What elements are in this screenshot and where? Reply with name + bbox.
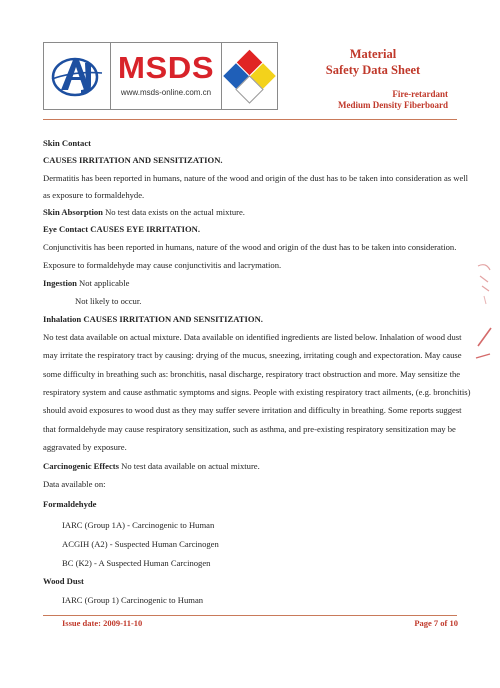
wood-dust-heading: Wood Dust <box>43 576 84 586</box>
product-line-2: Medium Density Fiberboard <box>338 100 448 110</box>
issue-date: Issue date: 2009-11-10 <box>62 618 143 628</box>
header-divider <box>43 119 457 120</box>
skin-absorption-text: No test data exists on the actual mixture. <box>102 207 245 217</box>
eye-text-1: Conjunctivitis has been reported in humans, nature of the wood and origin of the dust has to be taken into consideration. <box>43 242 457 252</box>
eye-contact <box>43 224 461 235</box>
product-line-1: Fire-retardant <box>392 89 448 99</box>
ingestion-label: Ingestion <box>43 278 77 288</box>
company-logo-icon <box>44 43 110 109</box>
product-name <box>338 89 448 111</box>
formaldehyde-heading: Formaldehyde <box>43 499 97 509</box>
skin-contact-hazard: CAUSES IRRITATION AND SENSITIZATION. <box>43 155 223 165</box>
msds-url: www.msds-online.com.cn <box>120 88 212 97</box>
ingestion-note: Not likely to occur. <box>75 296 142 306</box>
hazard-diamond-icon <box>222 43 277 109</box>
inhalation-hazard: CAUSES IRRITATION AND SENSITIZATION. <box>81 314 263 324</box>
eye-contact-label: Eye Contact <box>43 224 89 234</box>
skin-contact-heading: Skin Contact <box>43 138 91 148</box>
ingestion-text: Not applicable <box>76 278 130 288</box>
footer-divider <box>43 615 457 616</box>
msds-brand <box>111 43 222 109</box>
inhalation-text-5: should avoid exposures to wood dust as they may suffer severe irritation and difficulty in breathing. Some reports suggest <box>43 405 462 415</box>
document-title <box>298 46 448 78</box>
skin-absorption-label: Skin Absorption <box>43 207 103 217</box>
ingestion <box>43 278 461 289</box>
carcinogenic-effects <box>43 461 461 472</box>
formaldehyde-item: IARC (Group 1A) - Carcinogenic to Human <box>62 520 215 530</box>
inhalation-label: Inhalation <box>43 314 82 324</box>
eye-text-2: Exposure to formaldehyde may cause conjunctivitis and lacrymation. <box>43 260 282 270</box>
hazard-diamond <box>222 43 277 109</box>
data-available: Data available on: <box>43 479 106 489</box>
msds-logo-text: MSDS <box>117 50 215 85</box>
company-logo <box>44 43 111 109</box>
header-logo-strip <box>43 42 278 110</box>
inhalation <box>43 314 461 325</box>
title-line-1: Material <box>349 47 397 61</box>
page-number: Page 7 of 10 <box>414 618 458 628</box>
eye-contact-hazard: CAUSES EYE IRRITATION. <box>88 224 201 234</box>
formaldehyde-item: BC (K2) - A Suspected Human Carcinogen <box>62 558 211 568</box>
skin-contact-text-2: as exposure to formaldehyde. <box>43 190 145 200</box>
inhalation-text-3: some difficulty in breathing such as: bronchitis, nasal discharge, respiratory tract obstruction and more. May sensitize the <box>43 369 461 379</box>
carcinogenic-text: No test data available on actual mixture. <box>118 461 260 471</box>
inhalation-text-7: aggravated by exposure. <box>43 442 127 452</box>
inhalation-text-6: that formaldehyde may cause respiratory sensitization, such as asthma, and pre-existing respiratory sensitization may be <box>43 424 456 434</box>
inhalation-text-2: may irritate the respiratory tract by causing: drying of the mucus, sneezing, irritating cough and expectoration. May cause <box>43 350 462 360</box>
inhalation-text-4: respiratory system and cause asthmatic symptoms and signs. People with existing respiratory tract ailments, (e.g. bronchitis) <box>43 387 471 397</box>
formaldehyde-item: ACGIH (A2) - Suspected Human Carcinogen <box>62 539 219 549</box>
wood-dust-item: IARC (Group 1) Carcinogenic to Human <box>62 595 204 605</box>
inhalation-text-1: No test data available on actual mixture. Data available on identified ingredients are listed below. Inhalation of wood dust <box>43 332 462 342</box>
skin-absorption <box>43 207 461 218</box>
carcinogenic-label: Carcinogenic Effects <box>43 461 119 471</box>
skin-contact-text-1: Dermatitis has been reported in humans, nature of the wood and origin of the dust has to be taken into consideration as well <box>43 173 469 183</box>
title-line-2: Safety Data Sheet <box>325 63 421 77</box>
seal-stamp-fragment <box>472 258 496 378</box>
